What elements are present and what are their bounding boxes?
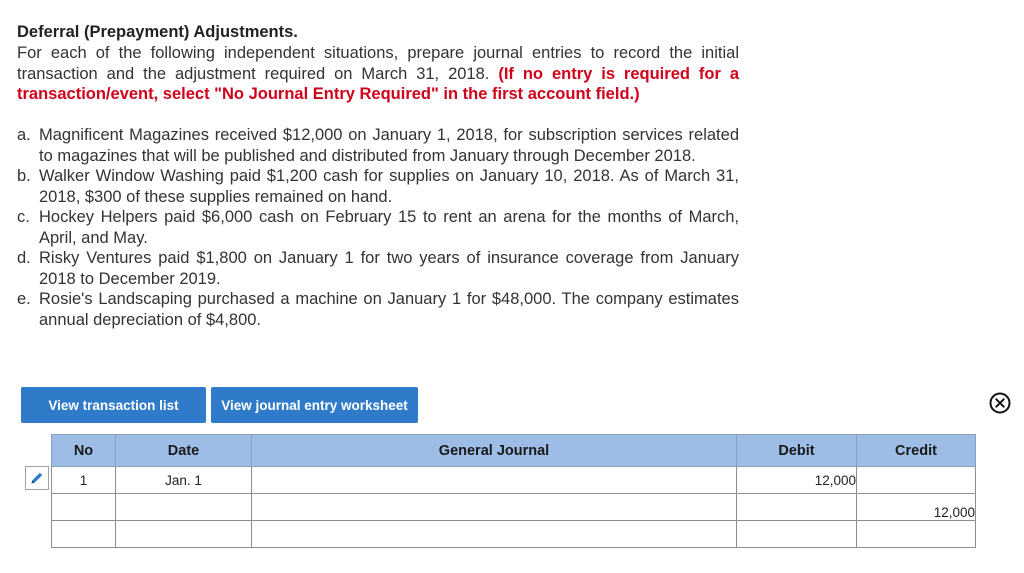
table-row [52,467,976,494]
situation-letter: c. [17,208,30,226]
situation-text: Risky Ventures paid $1,800 on January 1 for two years of insurance coverage from January 2018 to December 2019. [39,249,739,288]
header-debit: Debit [737,435,857,467]
situation-text: Rosie's Landscaping purchased a machine on January 1 for $48,000. The company estimates annual depreciation of $4,800. [39,290,739,329]
cell-debit [737,494,857,521]
cell-no [52,494,116,521]
situation-text: Magnificent Magazines received $12,000 on January 1, 2018, for subscription services related to magazines that will be published and distributed from January through December 2018. [39,126,739,165]
instructions-text: For each of the following independent situations, prepare journal entries to record the initial transaction and the adjustment required on March 31, 2018. [17,44,739,83]
journal-header-row [52,435,976,467]
cell-debit [737,521,857,548]
cell-credit [857,467,976,494]
cell-account [252,494,737,521]
view-journal-entry-worksheet-button[interactable]: View journal entry worksheet [211,387,418,423]
situation-item [17,248,739,289]
close-icon[interactable] [989,392,1011,414]
cell-date [116,494,252,521]
cell-date: Jan. 1 [116,467,252,494]
cell-credit [857,521,976,548]
situation-item [17,166,739,207]
situation-text: Hockey Helpers paid $6,000 cash on February 15 to rent an arena for the months of March, April, and May. [39,208,739,247]
header-date: Date [116,435,252,467]
cell-no [52,521,116,548]
header-general-journal: General Journal [252,435,737,467]
cell-account [252,521,737,548]
view-transaction-list-button[interactable]: View transaction list [21,387,206,423]
edit-entry-button[interactable] [25,466,49,490]
cell-debit: 12,000 [737,467,857,494]
header-credit: Credit [857,435,976,467]
situation-letter: a. [17,126,31,144]
situation-letter: b. [17,167,31,185]
situation-letter: d. [17,249,31,267]
table-row [52,521,976,548]
pencil-icon [29,470,45,486]
instructions [17,43,739,105]
table-row [52,494,976,521]
cell-date [116,521,252,548]
situation-item [17,125,739,166]
page-title: Deferral (Prepayment) Adjustments. [17,23,298,41]
header-no: No [52,435,116,467]
cell-no: 1 [52,467,116,494]
instructions-emphasis: (If no entry is required for a transaction/event, select "No Journal Entry Required" in the first account field.) [17,64,739,103]
situation-item [17,207,739,248]
situation-text: Walker Window Washing paid $1,200 cash for supplies on January 10, 2018. As of March 31, 2018, $300 of these supplies remained on hand. [39,167,739,206]
situation-list [17,125,739,330]
cell-credit: 12,000 [857,494,976,521]
journal-table [51,434,976,548]
situation-item [17,289,739,330]
situation-letter: e. [17,290,31,308]
cell-account [252,467,737,494]
